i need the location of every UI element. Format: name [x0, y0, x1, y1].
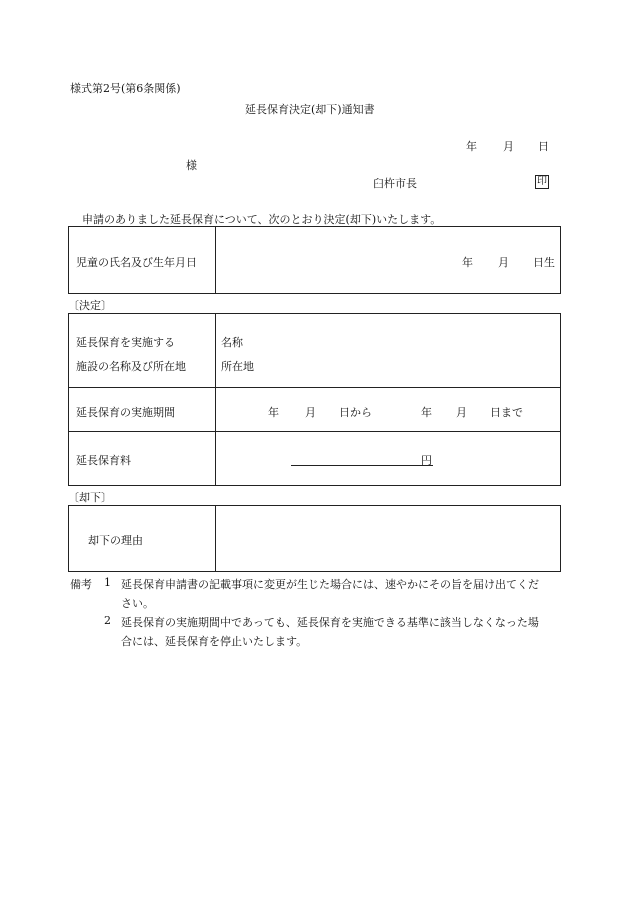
birth-day: 日生	[533, 256, 555, 269]
table-divider	[215, 313, 216, 486]
date-month: 月	[503, 140, 514, 153]
facility-label-line1: 延長保育を実施する	[76, 336, 175, 349]
note-text-line: 延長保育申請書の記載事項に変更が生じた場合には、速やかにその旨を届け出てくだ	[121, 578, 539, 591]
fee-unit: 円	[421, 454, 432, 467]
note-number: 1	[104, 576, 111, 589]
table-divider	[215, 505, 216, 572]
date-year: 年	[466, 140, 477, 153]
period-to-year: 年	[421, 406, 432, 419]
fee-underline	[291, 465, 433, 466]
facility-address-label: 所在地	[221, 360, 254, 373]
child-info-label: 児童の氏名及び生年月日	[76, 256, 197, 269]
facility-label-line2: 施設の名称及び所在地	[76, 360, 186, 373]
table-row-divider	[68, 387, 561, 388]
period-from-day: 日から	[339, 406, 372, 419]
document-title: 延長保育決定(却下)通知書	[245, 103, 375, 116]
issuer-name: 臼杵市長	[373, 177, 417, 190]
period-to-day: 日まで	[490, 406, 523, 419]
table-row-divider	[68, 431, 561, 432]
decision-section-label: 〔決定〕	[68, 299, 112, 312]
birth-year: 年	[462, 256, 473, 269]
note-text-line: 延長保育の実施期間中であっても、延長保育を実施できる基準に該当しなくなった場	[121, 616, 539, 629]
seal-stamp: 印	[537, 176, 547, 187]
rejection-section-label: 〔却下〕	[68, 491, 112, 504]
date-day: 日	[538, 140, 549, 153]
note-text-line: 合には、延長保育を停止いたします。	[121, 635, 308, 648]
form-number: 様式第2号(第6条関係)	[70, 82, 181, 95]
note-number: 2	[104, 614, 111, 627]
addressee-honorific: 様	[186, 159, 197, 172]
birth-month: 月	[498, 256, 509, 269]
period-from-year: 年	[268, 406, 279, 419]
fee-label: 延長保育料	[76, 454, 131, 467]
facility-name-label: 名称	[221, 336, 243, 349]
intro-text: 申請のありました延長保育について、次のとおり決定(却下)いたします。	[82, 213, 442, 226]
period-label: 延長保育の実施期間	[76, 406, 175, 419]
period-to-month: 月	[456, 406, 467, 419]
rejection-reason-label: 却下の理由	[88, 534, 143, 547]
note-text-line: さい。	[121, 597, 154, 610]
table-divider	[215, 226, 216, 294]
period-from-month: 月	[305, 406, 316, 419]
notes-label: 備考	[70, 578, 92, 591]
